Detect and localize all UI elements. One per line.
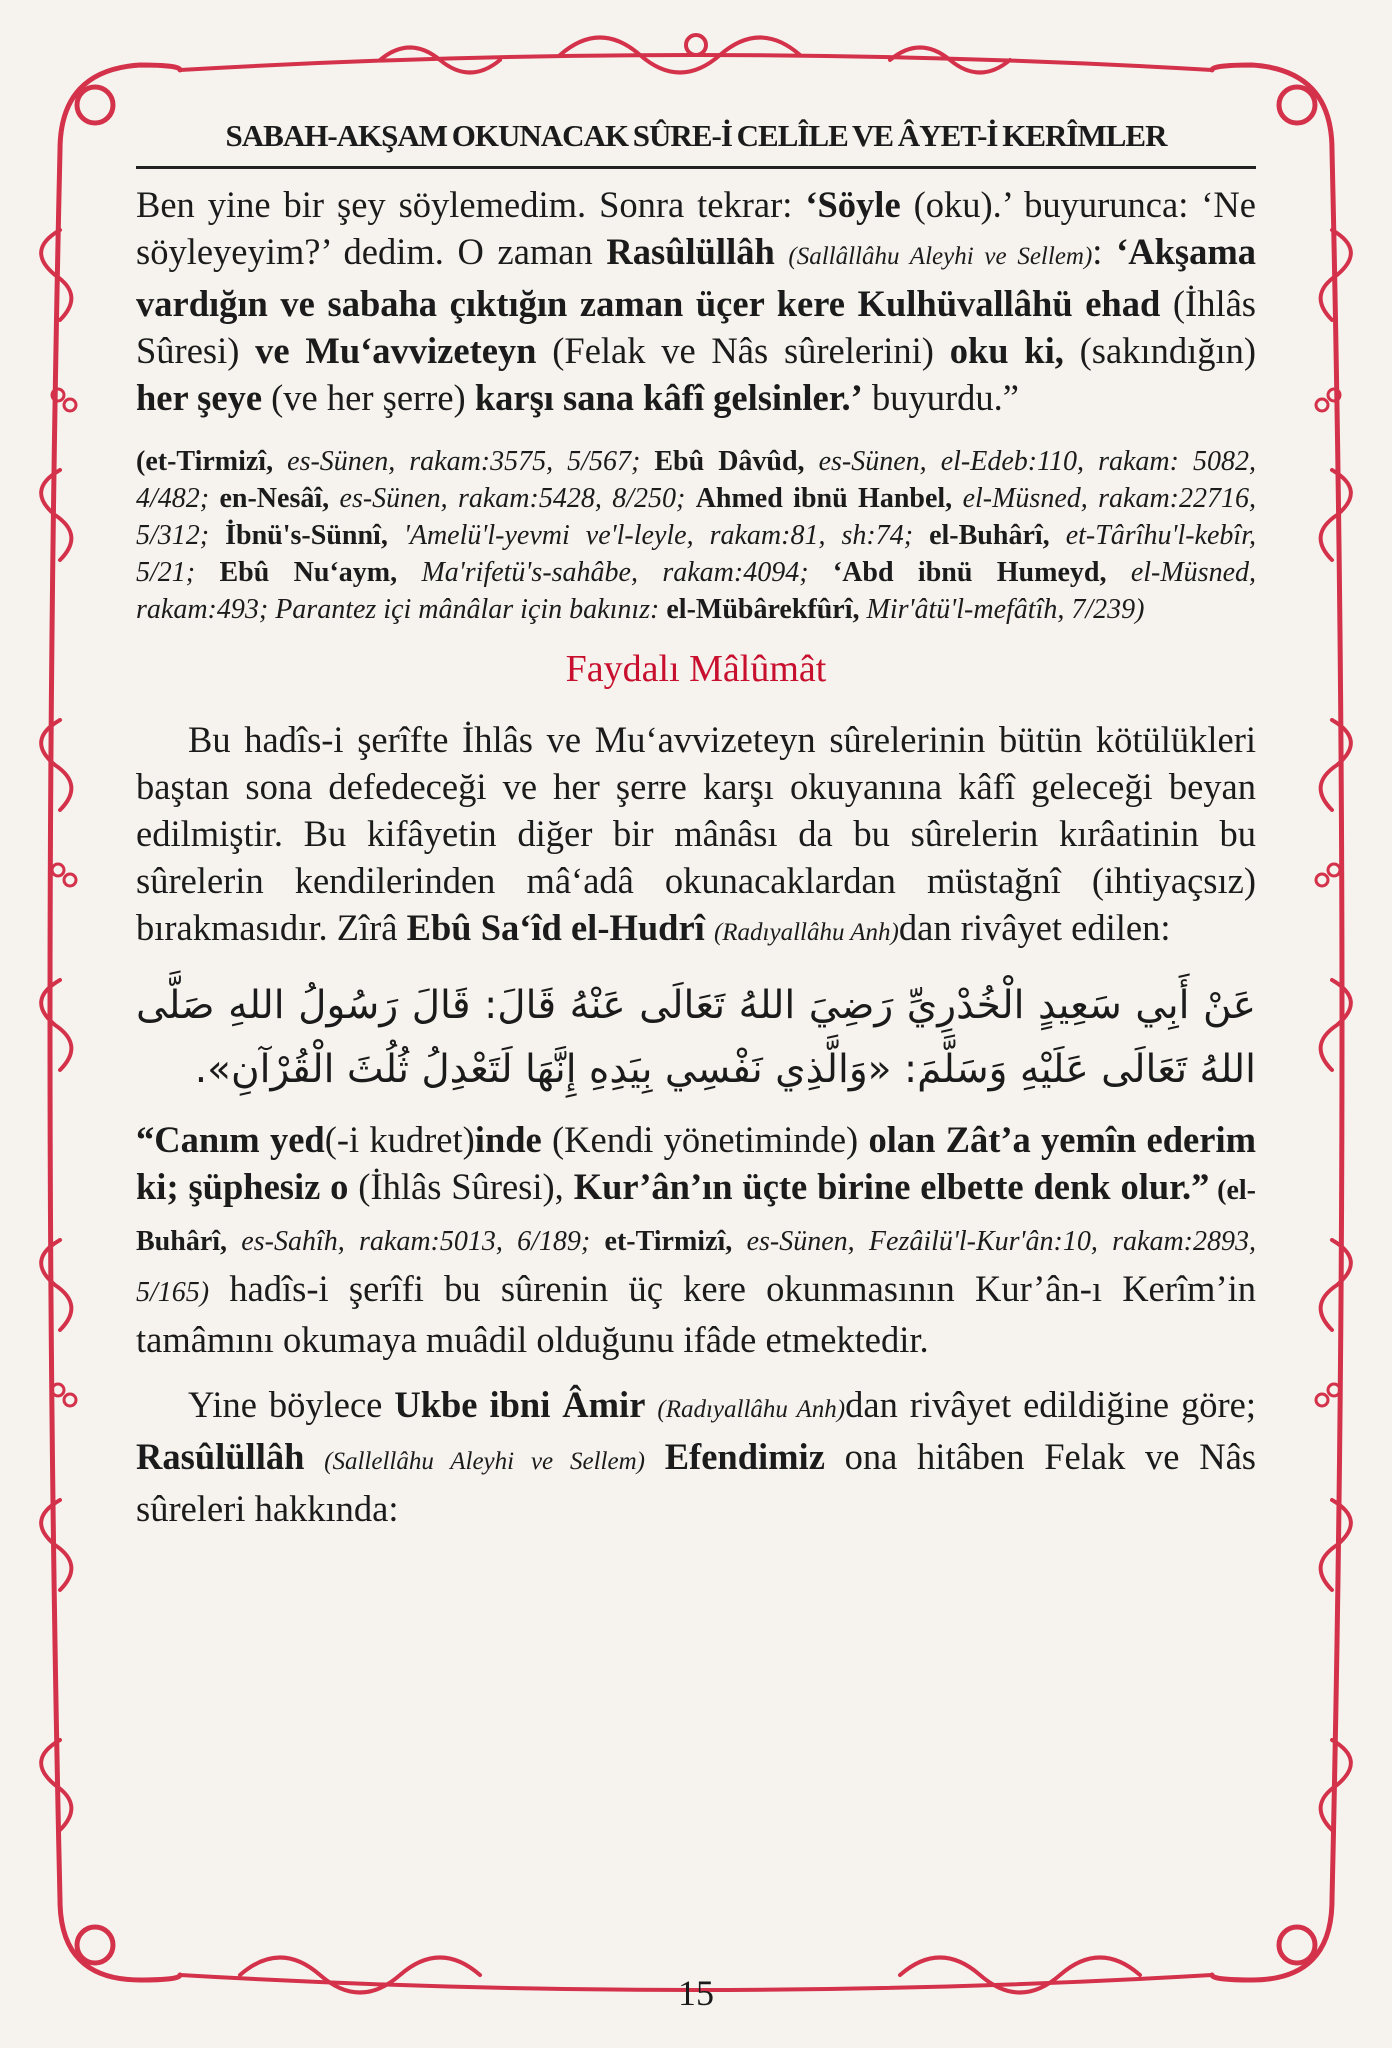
cite-author: en-Nesâî,: [219, 483, 340, 514]
cite-author: (et-Tirmizî,: [136, 446, 288, 477]
cite-ref: es-Sünen, rakam:5428, 8/250;: [339, 483, 696, 514]
honorific: (Radıyallâhu Anh): [713, 919, 899, 946]
cite-ref: el-Müsned, rakam:22716, 5/312;: [136, 483, 1256, 551]
text: (-i kudret): [324, 1119, 475, 1160]
cite-ref: es-Sahîh, rakam:5013, 6/189;: [241, 1226, 605, 1257]
bold-text: ‘Akşama vardığın ve sabaha çıktığın zaman üçer kere Kulhüvallâhü ehad: [136, 231, 1256, 324]
page-content: [136, 118, 1256, 1908]
honorific: (Sallellâhu Aleyhi ve Sellem): [324, 1448, 645, 1475]
text: (oku).’ buyurunca: ‘Ne söyleyeyim?’ dedim. O zaman: [136, 184, 1256, 272]
bold-text: “Canım yed: [136, 1119, 325, 1160]
text: Yine böylece: [188, 1384, 395, 1425]
cite-ref: Mir'âtü'l-mefâtîh, 7/239): [866, 594, 1145, 625]
section-heading: Faydalı Mâlûmât: [565, 648, 827, 690]
citation-block: [136, 443, 1256, 628]
text: :: [1092, 231, 1117, 272]
bold-text: olan Zât’a yemîn ederim ki; şüphesiz o: [136, 1119, 1256, 1207]
text: (İhlâs Sûresi),: [348, 1166, 574, 1207]
text: dan rivâyet edildiğine göre;: [845, 1384, 1257, 1425]
bold-text: karşı sana kâfî gelsinler.’: [474, 377, 863, 418]
cite-author: (el-Buhârî,: [136, 1175, 1256, 1257]
paragraph-hadith-intro: [136, 181, 1256, 421]
cite-author: İbnü's-Sünnî,: [225, 520, 404, 551]
bold-text: Efendimiz: [664, 1436, 825, 1477]
honorific: (Sallâllâhu Aleyhi ve Sellem): [788, 243, 1093, 270]
honorific: (Radıyallâhu Anh): [657, 1396, 846, 1423]
page-number: 15: [678, 1973, 714, 2013]
cite-author: ‘Abd ibnü Humeyd,: [832, 557, 1131, 588]
cite-author: Ebû Dâvûd,: [654, 446, 819, 477]
cite-ref: es-Sünen, el-Edeb:110, rakam: 5082, 4/482;: [136, 446, 1256, 514]
text: Ben yine bir şey söylemedim. Sonra tekrar:: [136, 184, 806, 225]
paragraph-ukbe: [136, 1381, 1256, 1532]
cite-ref: et-Târîhu'l-kebîr, 5/21;: [136, 520, 1256, 588]
cite-ref: es-Sünen, rakam:3575, 5/567;: [287, 446, 655, 477]
text: (ve her şerre): [262, 377, 475, 418]
cite-author: Ebû Nu‘aym,: [219, 557, 422, 588]
text: ona hitâben Felak ve Nâs sûreleri hakkında:: [136, 1436, 1256, 1529]
bold-text: Rasûlüllâh: [606, 231, 775, 272]
text: hadîs-i şerîfi bu sûrenin üç kere okunmasının Kur’ân-ı Kerîm’in tamâmını okumaya muâdil olduğunu ifâde etmektedir.: [136, 1268, 1256, 1360]
bold-text: Ukbe ibni Âmir: [394, 1384, 646, 1425]
cite-ref: es-Sünen, Fezâilü'l-Kur'ân:10, rakam:2893, 5/165): [136, 1226, 1257, 1308]
text: (sakındığın): [1063, 330, 1257, 371]
bold-text: oku ki,: [949, 330, 1064, 371]
cite-author: Ahmed ibnü Hanbel,: [695, 483, 963, 514]
cite-ref: Ma'rifetü's-sahâbe, rakam:4094;: [421, 557, 833, 588]
bold-text: ‘Söyle: [805, 184, 901, 225]
running-title: SABAH-AKŞAM OKUNACAK SÛRE-İ CELÎLE VE ÂYET-İ KERÎMLER: [136, 118, 1256, 169]
bold-text: inde: [474, 1119, 542, 1160]
text: dan rivâyet edilen:: [898, 907, 1171, 948]
text: (Felak ve Nâs sûrelerini): [536, 330, 950, 371]
cite-author: el-Buhârî,: [929, 520, 1066, 551]
text: buyurdu.”: [862, 377, 1019, 418]
cite-ref: el-Müsned, rakam:493; Parantez içi mânâlar için bakınız:: [136, 557, 1256, 625]
bold-text: her şeye: [136, 377, 263, 418]
bold-text: Kur’ân’ın üçte birine elbette denk olur.”: [573, 1166, 1210, 1207]
paragraph-translation: [136, 1116, 1256, 1363]
text: Bu hadîs-i şerîfte İhlâs ve Mu‘avvizeteyn sûrelerinin bütün kötülükleri baştan sona defedeceği ve her şerre karşı okuyanına kâfî geleceği beyan edilmiştir. Bu kifâyetin diğer bir mânâsı da bu sûrelerin kırâatinin bu sûrelerin kendilerinden mâ‘adâ okunacaklardan müstağnî (ihtiyaçsız) bırakmasıdır. Zîrâ: [136, 719, 1256, 948]
bold-text: Rasûlüllâh: [136, 1436, 305, 1477]
arabic-hadith-text: عَنْ أَبِي سَعِيدٍ الْخُدْرِيِّ رَضِيَ اللهُ تَعَالَى عَنْهُ قَالَ: قَالَ رَسُولُ اللهِ صَلَّى اللهُ تَعَالَى عَلَيْهِ وَسَلَّمَ: «وَالَّذِي نَفْسِي بِيَدِهِ إِنَّهَا لَتَعْدِلُ ثُلُثَ الْقُرْآنِ».: [136, 983, 1256, 1092]
cite-author: el-Mübârekfûrî,: [666, 594, 867, 625]
cite-author: et-Tirmizî,: [604, 1226, 747, 1257]
text: (Kendi yönetiminde): [541, 1119, 869, 1160]
cite-ref: 'Amelü'l-yevmi ve'l-leyle, rakam:81, sh:74;: [403, 520, 930, 551]
paragraph-explanation: [136, 716, 1256, 956]
bold-text: ve Mu‘avvizeteyn: [255, 330, 537, 371]
text: (İhlâs Sûresi): [136, 283, 1256, 371]
bold-text: Ebû Sa‘îd el-Hudrî: [406, 907, 705, 948]
